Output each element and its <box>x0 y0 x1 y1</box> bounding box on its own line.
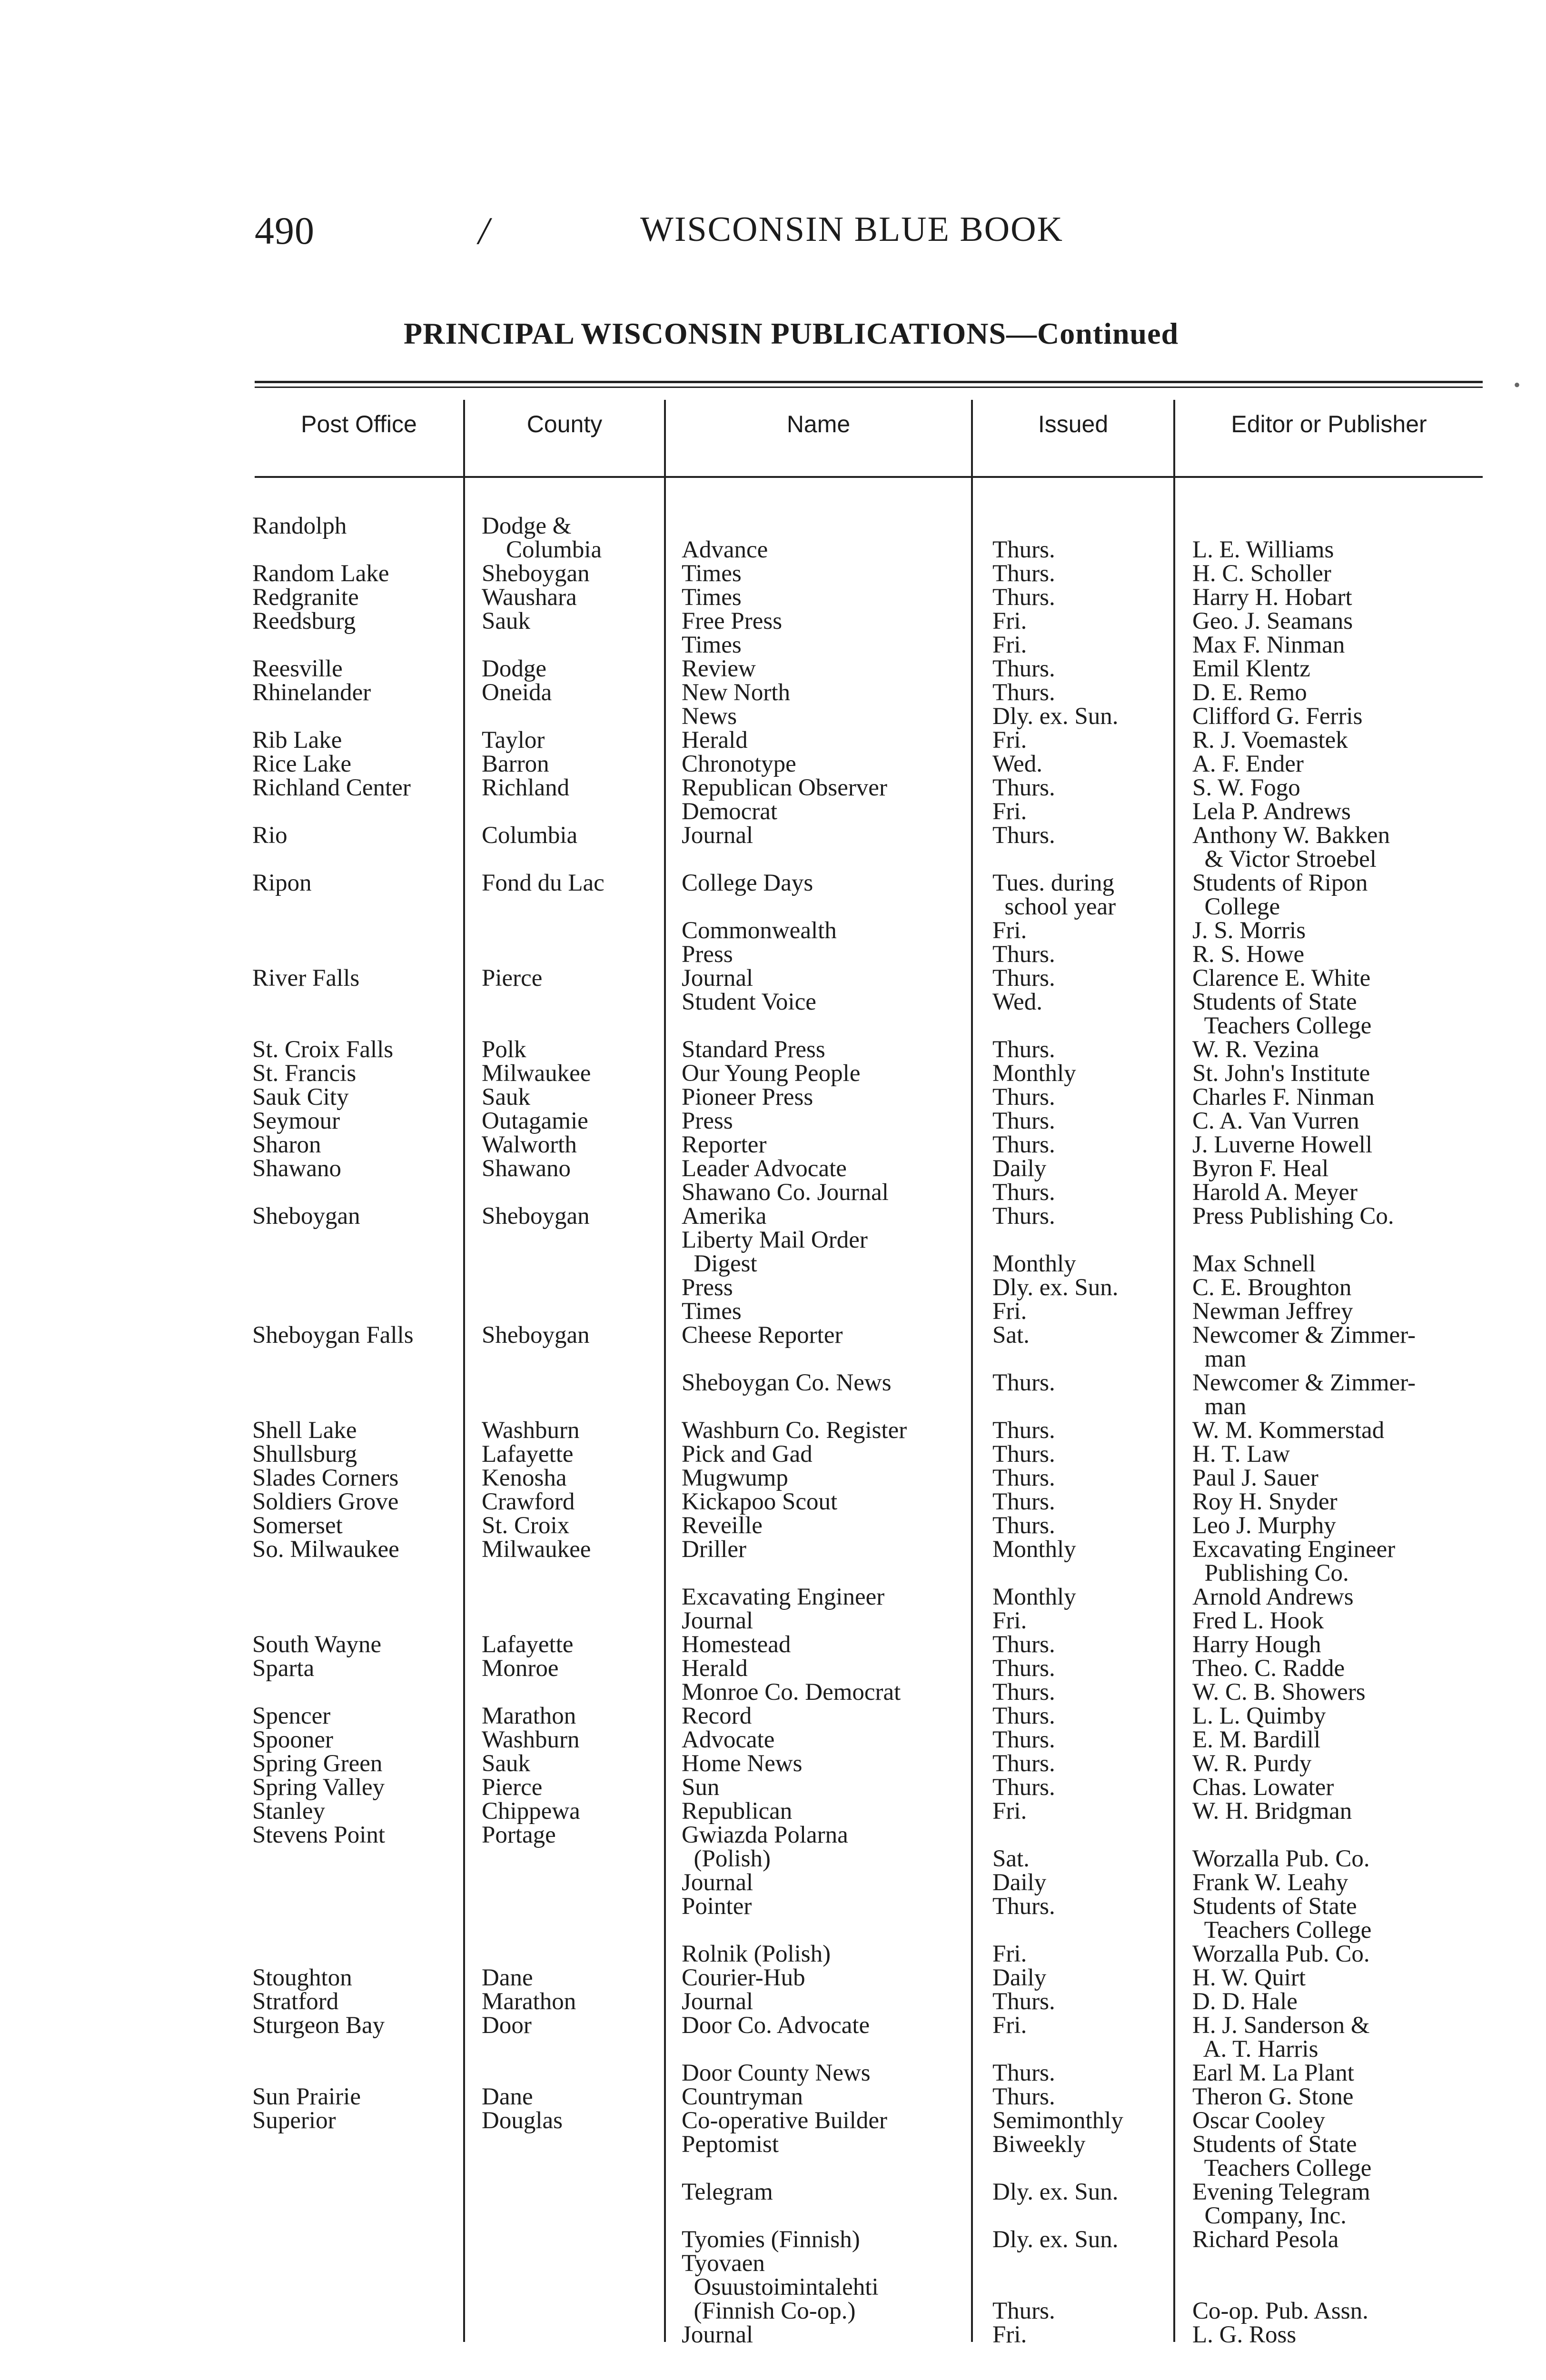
issued-cell: Thurs. <box>992 1726 1055 1753</box>
editor-cell: Worzalla Pub. Co. <box>1192 1845 1370 1872</box>
editor-cell: Theron G. Stone <box>1192 2083 1354 2110</box>
publication-name-cell: Driller <box>682 1536 746 1563</box>
editor-cell: Harold A. Meyer <box>1192 1179 1358 1206</box>
publication-name-cell: Reporter <box>682 1131 767 1158</box>
publication-name-cell: Republican Observer <box>682 774 887 801</box>
column-divider-2 <box>664 400 666 2342</box>
county-cell: Richland <box>482 774 570 801</box>
publication-name-cell: Record <box>682 1703 752 1729</box>
column-header-name: Name <box>786 411 851 437</box>
post-office-cell: Spooner <box>252 1726 333 1753</box>
issued-cell: Thurs. <box>992 965 1055 992</box>
post-office-cell: Reedsburg <box>252 608 356 635</box>
editor-cell: Max F. Ninman <box>1192 632 1345 658</box>
editor-cell: E. M. Bardill <box>1192 1726 1321 1753</box>
publication-name-cell: Mugwump <box>682 1465 788 1491</box>
column-header-issued: Issued <box>1038 411 1109 437</box>
county-cell: Pierce <box>482 965 543 992</box>
editor-cell: Students of State <box>1192 989 1357 1015</box>
publication-name-cell: Reveille <box>682 1512 763 1539</box>
editor-cell: R. S. Howe <box>1192 941 1305 968</box>
publication-name-cell: Press <box>682 941 733 968</box>
editor-cell: H. C. Scholler <box>1192 560 1331 587</box>
editor-cell: Max Schnell <box>1192 1250 1316 1277</box>
editor-cell: W. M. Kommerstad <box>1192 1417 1385 1444</box>
publication-name-cell: Door County News <box>682 2060 871 2086</box>
column-divider-4 <box>1173 400 1175 2342</box>
editor-cell: H. J. Sanderson & <box>1192 2012 1370 2039</box>
column-header-county: County <box>526 411 603 437</box>
editor-cell: Clifford G. Ferris <box>1192 703 1363 730</box>
county-cell: Pierce <box>482 1774 543 1801</box>
publication-name-cell: Door Co. Advocate <box>682 2012 870 2039</box>
county-cell: Dodge & <box>482 513 572 539</box>
county-cell: Sheboygan <box>482 1322 590 1349</box>
county-cell: Outagamie <box>482 1108 588 1134</box>
editor-cell: Press Publishing Co. <box>1192 1203 1394 1230</box>
issued-cell: Dly. ex. Sun. <box>992 703 1119 730</box>
editor-cell: Harry Hough <box>1192 1631 1321 1658</box>
publication-name-cell: Chronotype <box>682 751 796 777</box>
publication-name-cell: Leader Advocate <box>682 1155 847 1182</box>
editor-cell: Teachers College <box>1192 2155 1372 2182</box>
publication-name-cell: Shawano Co. Journal <box>682 1179 889 1206</box>
editor-cell: College <box>1192 893 1280 920</box>
issued-cell: Semimonthly <box>992 2107 1123 2134</box>
post-office-cell: Sauk City <box>252 1084 349 1111</box>
county-cell: Columbia <box>482 822 578 849</box>
editor-cell: Emil Klentz <box>1192 655 1310 682</box>
post-office-cell: Rio <box>252 822 287 849</box>
issued-cell: Thurs. <box>992 1417 1055 1444</box>
issued-cell: Monthly <box>992 1536 1076 1563</box>
publication-name-cell: Home News <box>682 1750 803 1777</box>
issued-cell: Biweekly <box>992 2131 1086 2158</box>
publication-name-cell: Monroe Co. Democrat <box>682 1679 901 1706</box>
issued-cell: Thurs. <box>992 655 1055 682</box>
publication-name-cell: Free Press <box>682 608 783 635</box>
issued-cell: Thurs. <box>992 822 1055 849</box>
issued-cell: Thurs. <box>992 1084 1055 1111</box>
publication-name-cell: Journal <box>682 2321 753 2348</box>
editor-cell: Publishing Co. <box>1192 1560 1349 1587</box>
publication-name-cell: Digest <box>682 1250 757 1277</box>
publication-name-cell: Journal <box>682 1869 753 1896</box>
publication-name-cell: Liberty Mail Order <box>682 1227 868 1253</box>
county-cell: Waushara <box>482 584 577 611</box>
publication-name-cell: Sheboygan Co. News <box>682 1369 892 1396</box>
county-cell: Sheboygan <box>482 1203 590 1230</box>
publication-name-cell: Democrat <box>682 798 778 825</box>
editor-cell: D. D. Hale <box>1192 1988 1298 2015</box>
editor-cell: J. S. Morris <box>1192 917 1306 944</box>
issued-cell: Thurs. <box>992 1679 1055 1706</box>
editor-cell: Roy H. Snyder <box>1192 1488 1338 1515</box>
issued-cell: Thurs. <box>992 2083 1055 2110</box>
issued-cell: Daily <box>992 1964 1047 1991</box>
county-cell: Portage <box>482 1822 556 1848</box>
post-office-cell: Sun Prairie <box>252 2083 361 2110</box>
issued-cell: Daily <box>992 1869 1047 1896</box>
post-office-cell: Superior <box>252 2107 336 2134</box>
post-office-cell: Slades Corners <box>252 1465 399 1491</box>
editor-cell: Byron F. Heal <box>1192 1155 1329 1182</box>
editor-cell: Earl M. La Plant <box>1192 2060 1354 2086</box>
publication-name-cell: Journal <box>682 965 753 992</box>
county-cell: Dane <box>482 2083 533 2110</box>
issued-cell: Thurs. <box>992 1036 1055 1063</box>
county-cell: Sauk <box>482 1084 530 1111</box>
county-cell: Columbia <box>482 536 602 563</box>
post-office-cell: Stanley <box>252 1798 325 1825</box>
issued-cell: Thurs. <box>992 1179 1055 1206</box>
issued-cell: Fri. <box>992 2012 1027 2039</box>
county-cell: Kenosha <box>482 1465 567 1491</box>
post-office-cell: Redgranite <box>252 584 359 611</box>
publication-name-cell: Review <box>682 655 756 682</box>
post-office-cell: Reesville <box>252 655 343 682</box>
editor-cell: Richard Pesola <box>1192 2226 1339 2253</box>
publication-name-cell: Pointer <box>682 1893 752 1920</box>
issued-cell: Wed. <box>992 751 1042 777</box>
post-office-cell: Shawano <box>252 1155 341 1182</box>
issued-cell: Fri. <box>992 2321 1027 2348</box>
county-cell: Oneida <box>482 679 552 706</box>
issued-cell: Fri. <box>992 917 1027 944</box>
editor-cell: W. C. B. Showers <box>1192 1679 1366 1706</box>
margin-dot: • <box>1514 374 1521 396</box>
column-divider-3 <box>971 400 973 2342</box>
issued-cell: Thurs. <box>992 1750 1055 1777</box>
editor-cell: Company, Inc. <box>1192 2202 1347 2229</box>
publication-name-cell: Co-operative Builder <box>682 2107 887 2134</box>
editor-cell: Arnold Andrews <box>1192 1584 1354 1610</box>
issued-cell: Sat. <box>992 1845 1030 1872</box>
editor-cell: Students of State <box>1192 2131 1357 2158</box>
publication-name-cell: Journal <box>682 1607 753 1634</box>
issued-cell: Monthly <box>992 1250 1076 1277</box>
editor-cell: H. W. Quirt <box>1192 1964 1306 1991</box>
publication-name-cell: Pioneer Press <box>682 1084 813 1111</box>
issued-cell: Monthly <box>992 1060 1076 1087</box>
issued-cell: Thurs. <box>992 1465 1055 1491</box>
editor-cell: C. E. Broughton <box>1192 1274 1352 1301</box>
county-cell: Shawano <box>482 1155 571 1182</box>
post-office-cell: So. Milwaukee <box>252 1536 399 1563</box>
top-rule-1 <box>255 381 1483 383</box>
issued-cell: Thurs. <box>992 941 1055 968</box>
county-cell: Sauk <box>482 1750 530 1777</box>
editor-cell: Teachers College <box>1192 1012 1372 1039</box>
publication-name-cell: Sun <box>682 1774 720 1801</box>
column-header-post-office: Post Office <box>301 411 417 437</box>
issued-cell: Fri. <box>992 1607 1027 1634</box>
post-office-cell: Sharon <box>252 1131 321 1158</box>
column-divider-1 <box>463 400 465 2342</box>
issued-cell: Dly. ex. Sun. <box>992 1274 1119 1301</box>
publication-name-cell: Times <box>682 584 742 611</box>
issued-cell: Dly. ex. Sun. <box>992 2179 1119 2205</box>
editor-cell: man <box>1192 1393 1247 1420</box>
editor-cell: Students of State <box>1192 1893 1357 1920</box>
post-office-cell: Shell Lake <box>252 1417 357 1444</box>
editor-cell: & Victor Stroebel <box>1192 846 1377 873</box>
publication-name-cell: Peptomist <box>682 2131 779 2158</box>
editor-cell: Charles F. Ninman <box>1192 1084 1375 1111</box>
editor-cell: St. John's Institute <box>1192 1060 1370 1087</box>
post-office-cell: Sparta <box>252 1655 315 1682</box>
header-rule <box>255 476 1483 478</box>
post-office-cell: Somerset <box>252 1512 343 1539</box>
issued-cell: Thurs. <box>992 584 1055 611</box>
issued-cell: Thurs. <box>992 1108 1055 1134</box>
publication-name-cell: Standard Press <box>682 1036 825 1063</box>
county-cell: Walworth <box>482 1131 577 1158</box>
publication-name-cell: Kickapoo Scout <box>682 1488 838 1515</box>
editor-cell: Frank W. Leahy <box>1192 1869 1348 1896</box>
editor-cell: L. G. Ross <box>1192 2321 1297 2348</box>
post-office-cell: Sheboygan Falls <box>252 1322 414 1349</box>
county-cell: Washburn <box>482 1726 580 1753</box>
editor-cell: R. J. Voemastek <box>1192 727 1348 754</box>
running-head: WISCONSIN BLUE BOOK <box>640 210 1063 249</box>
issued-cell: Thurs. <box>992 1893 1055 1920</box>
issued-cell: Thurs. <box>992 679 1055 706</box>
post-office-cell: Sturgeon Bay <box>252 2012 385 2039</box>
issued-cell: Dly. ex. Sun. <box>992 2226 1119 2253</box>
editor-cell: W. R. Vezina <box>1192 1036 1319 1063</box>
post-office-cell: Richland Center <box>252 774 411 801</box>
county-cell: Monroe <box>482 1655 559 1682</box>
county-cell: Lafayette <box>482 1631 574 1658</box>
publication-name-cell: Times <box>682 560 742 587</box>
editor-cell: L. E. Williams <box>1192 536 1334 563</box>
publication-name-cell: News <box>682 703 737 730</box>
issued-cell: Daily <box>992 1155 1047 1182</box>
post-office-cell: Spencer <box>252 1703 331 1729</box>
issued-cell: Tues. during <box>992 870 1114 896</box>
post-office-cell: Sheboygan <box>252 1203 360 1230</box>
post-office-cell: St. Francis <box>252 1060 357 1087</box>
issued-cell: Sat. <box>992 1322 1030 1349</box>
editor-cell: Theo. C. Radde <box>1192 1655 1345 1682</box>
county-cell: Fond du Lac <box>482 870 605 896</box>
issued-cell: Thurs. <box>992 536 1055 563</box>
publication-name-cell: Tyomies (Finnish) <box>682 2226 860 2253</box>
editor-cell: Oscar Cooley <box>1192 2107 1326 2134</box>
publication-name-cell: Journal <box>682 1988 753 2015</box>
publication-name-cell: College Days <box>682 870 813 896</box>
issued-cell: Thurs. <box>992 1488 1055 1515</box>
publication-name-cell: Journal <box>682 822 753 849</box>
publication-name-cell: New North <box>682 679 791 706</box>
county-cell: Polk <box>482 1036 526 1063</box>
editor-cell: Newman Jeffrey <box>1192 1298 1353 1325</box>
post-office-cell: Stevens Point <box>252 1822 386 1848</box>
editor-cell: Anthony W. Bakken <box>1192 822 1390 849</box>
post-office-cell: Random Lake <box>252 560 389 587</box>
issued-cell: Thurs. <box>992 2298 1055 2324</box>
editor-cell: Evening Telegram <box>1192 2179 1370 2205</box>
publication-name-cell: Advocate <box>682 1726 775 1753</box>
editor-cell: Leo J. Murphy <box>1192 1512 1336 1539</box>
county-cell: Lafayette <box>482 1441 574 1468</box>
editor-cell: Teachers College <box>1192 1917 1372 1944</box>
pencil-slash-mark: / <box>478 209 489 252</box>
issued-cell: Fri. <box>992 727 1027 754</box>
post-office-cell: Shullsburg <box>252 1441 357 1468</box>
county-cell: Sheboygan <box>482 560 590 587</box>
county-cell: Dodge <box>482 655 546 682</box>
publication-name-cell: Homestead <box>682 1631 791 1658</box>
publication-name-cell: Press <box>682 1108 733 1134</box>
issued-cell: Fri. <box>992 608 1027 635</box>
editor-cell: Co-op. Pub. Assn. <box>1192 2298 1368 2324</box>
editor-cell: Students of Ripon <box>1192 870 1368 896</box>
issued-cell: Thurs. <box>992 1774 1055 1801</box>
issued-cell: Thurs. <box>992 1988 1055 2015</box>
editor-cell: Clarence E. White <box>1192 965 1371 992</box>
publication-name-cell: Osuustoimintalehti <box>682 2274 879 2301</box>
editor-cell: D. E. Remo <box>1192 679 1307 706</box>
editor-cell: man <box>1192 1346 1247 1372</box>
county-cell: Milwaukee <box>482 1060 591 1087</box>
editor-cell: Geo. J. Seamans <box>1192 608 1353 635</box>
editor-cell: J. Luverne Howell <box>1192 1131 1373 1158</box>
issued-cell: Fri. <box>992 1941 1027 1967</box>
editor-cell: Paul J. Sauer <box>1192 1465 1318 1491</box>
county-cell: Marathon <box>482 1988 576 2015</box>
issued-cell: Fri. <box>992 798 1027 825</box>
publication-name-cell: Rolnik (Polish) <box>682 1941 831 1967</box>
editor-cell: L. L. Quimby <box>1192 1703 1326 1729</box>
publication-name-cell: Herald <box>682 1655 748 1682</box>
editor-cell: S. W. Fogo <box>1192 774 1300 801</box>
publication-name-cell: Gwiazda Polarna <box>682 1822 848 1848</box>
issued-cell: Thurs. <box>992 2060 1055 2086</box>
issued-cell: Thurs. <box>992 1203 1055 1230</box>
post-office-cell: Soldiers Grove <box>252 1488 399 1515</box>
county-cell: Douglas <box>482 2107 563 2134</box>
county-cell: Door <box>482 2012 532 2039</box>
post-office-cell: River Falls <box>252 965 360 992</box>
issued-cell: Thurs. <box>992 1441 1055 1468</box>
issued-cell: Thurs. <box>992 1655 1055 1682</box>
editor-cell: A. T. Harris <box>1192 2036 1318 2063</box>
editor-cell: C. A. Van Vurren <box>1192 1108 1359 1134</box>
publication-name-cell: Commonwealth <box>682 917 837 944</box>
issued-cell: Wed. <box>992 989 1042 1015</box>
post-office-cell: Randolph <box>252 513 347 539</box>
issued-cell: Fri. <box>992 632 1027 658</box>
publication-name-cell: Press <box>682 1274 733 1301</box>
page-number: 490 <box>255 209 315 252</box>
publication-name-cell: Amerika <box>682 1203 767 1230</box>
county-cell: Dane <box>482 1964 533 1991</box>
editor-cell: Newcomer & Zimmer- <box>1192 1369 1416 1396</box>
post-office-cell: Spring Valley <box>252 1774 385 1801</box>
post-office-cell: Spring Green <box>252 1750 383 1777</box>
publication-name-cell: Washburn Co. Register <box>682 1417 907 1444</box>
editor-cell: A. F. Ender <box>1192 751 1304 777</box>
column-header-editor: Editor or Publisher <box>1231 411 1427 437</box>
issued-cell: Monthly <box>992 1584 1076 1610</box>
publication-name-cell: Advance <box>682 536 768 563</box>
publication-name-cell: Countryman <box>682 2083 803 2110</box>
post-office-cell: Rhinelander <box>252 679 371 706</box>
publication-name-cell: Herald <box>682 727 748 754</box>
editor-cell: Fred L. Hook <box>1192 1607 1324 1634</box>
editor-cell: Excavating Engineer <box>1192 1536 1396 1563</box>
publication-name-cell: Telegram <box>682 2179 773 2205</box>
county-cell: St. Croix <box>482 1512 570 1539</box>
post-office-cell: Stratford <box>252 1988 339 2015</box>
editor-cell: H. T. Law <box>1192 1441 1290 1468</box>
publication-name-cell: Tyovaen <box>682 2250 765 2277</box>
publication-name-cell: Excavating Engineer <box>682 1584 885 1610</box>
county-cell: Taylor <box>482 727 545 754</box>
publication-name-cell: Courier-Hub <box>682 1964 805 1991</box>
post-office-cell: Stoughton <box>252 1964 352 1991</box>
issued-cell: Thurs. <box>992 1631 1055 1658</box>
post-office-cell: Ripon <box>252 870 312 896</box>
editor-cell: Newcomer & Zimmer- <box>1192 1322 1416 1349</box>
county-cell: Washburn <box>482 1417 580 1444</box>
post-office-cell: Rice Lake <box>252 751 352 777</box>
publication-name-cell: (Polish) <box>682 1845 771 1872</box>
issued-cell: Fri. <box>992 1298 1027 1325</box>
editor-cell: Worzalla Pub. Co. <box>1192 1941 1370 1967</box>
issued-cell: school year <box>992 893 1116 920</box>
issued-cell: Thurs. <box>992 1512 1055 1539</box>
publication-name-cell: Times <box>682 1298 742 1325</box>
county-cell: Barron <box>482 751 549 777</box>
post-office-cell: Seymour <box>252 1108 340 1134</box>
county-cell: Marathon <box>482 1703 576 1729</box>
publication-name-cell: Student Voice <box>682 989 816 1015</box>
editor-cell: Harry H. Hobart <box>1192 584 1352 611</box>
county-cell: Sauk <box>482 608 530 635</box>
post-office-cell: South Wayne <box>252 1631 382 1658</box>
publication-name-cell: Pick and Gad <box>682 1441 813 1468</box>
county-cell: Crawford <box>482 1488 575 1515</box>
editor-cell: W. H. Bridgman <box>1192 1798 1352 1825</box>
publication-name-cell: Times <box>682 632 742 658</box>
issued-cell: Thurs. <box>992 560 1055 587</box>
publication-name-cell: Cheese Reporter <box>682 1322 843 1349</box>
county-cell: Chippewa <box>482 1798 580 1825</box>
top-rule-2 <box>255 387 1483 388</box>
county-cell: Milwaukee <box>482 1536 591 1563</box>
publication-name-cell: Our Young People <box>682 1060 861 1087</box>
issued-cell: Fri. <box>992 1798 1027 1825</box>
post-office-cell: Rib Lake <box>252 727 342 754</box>
editor-cell: Chas. Lowater <box>1192 1774 1334 1801</box>
post-office-cell: St. Croix Falls <box>252 1036 394 1063</box>
editor-cell: W. R. Purdy <box>1192 1750 1312 1777</box>
table-title: PRINCIPAL WISCONSIN PUBLICATIONS—Continued <box>404 317 1179 350</box>
issued-cell: Thurs. <box>992 1703 1055 1729</box>
issued-cell: Thurs. <box>992 1131 1055 1158</box>
issued-cell: Thurs. <box>992 1369 1055 1396</box>
publication-name-cell: Republican <box>682 1798 793 1825</box>
issued-cell: Thurs. <box>992 774 1055 801</box>
editor-cell: Lela P. Andrews <box>1192 798 1351 825</box>
publication-name-cell: (Finnish Co-op.) <box>682 2298 856 2324</box>
